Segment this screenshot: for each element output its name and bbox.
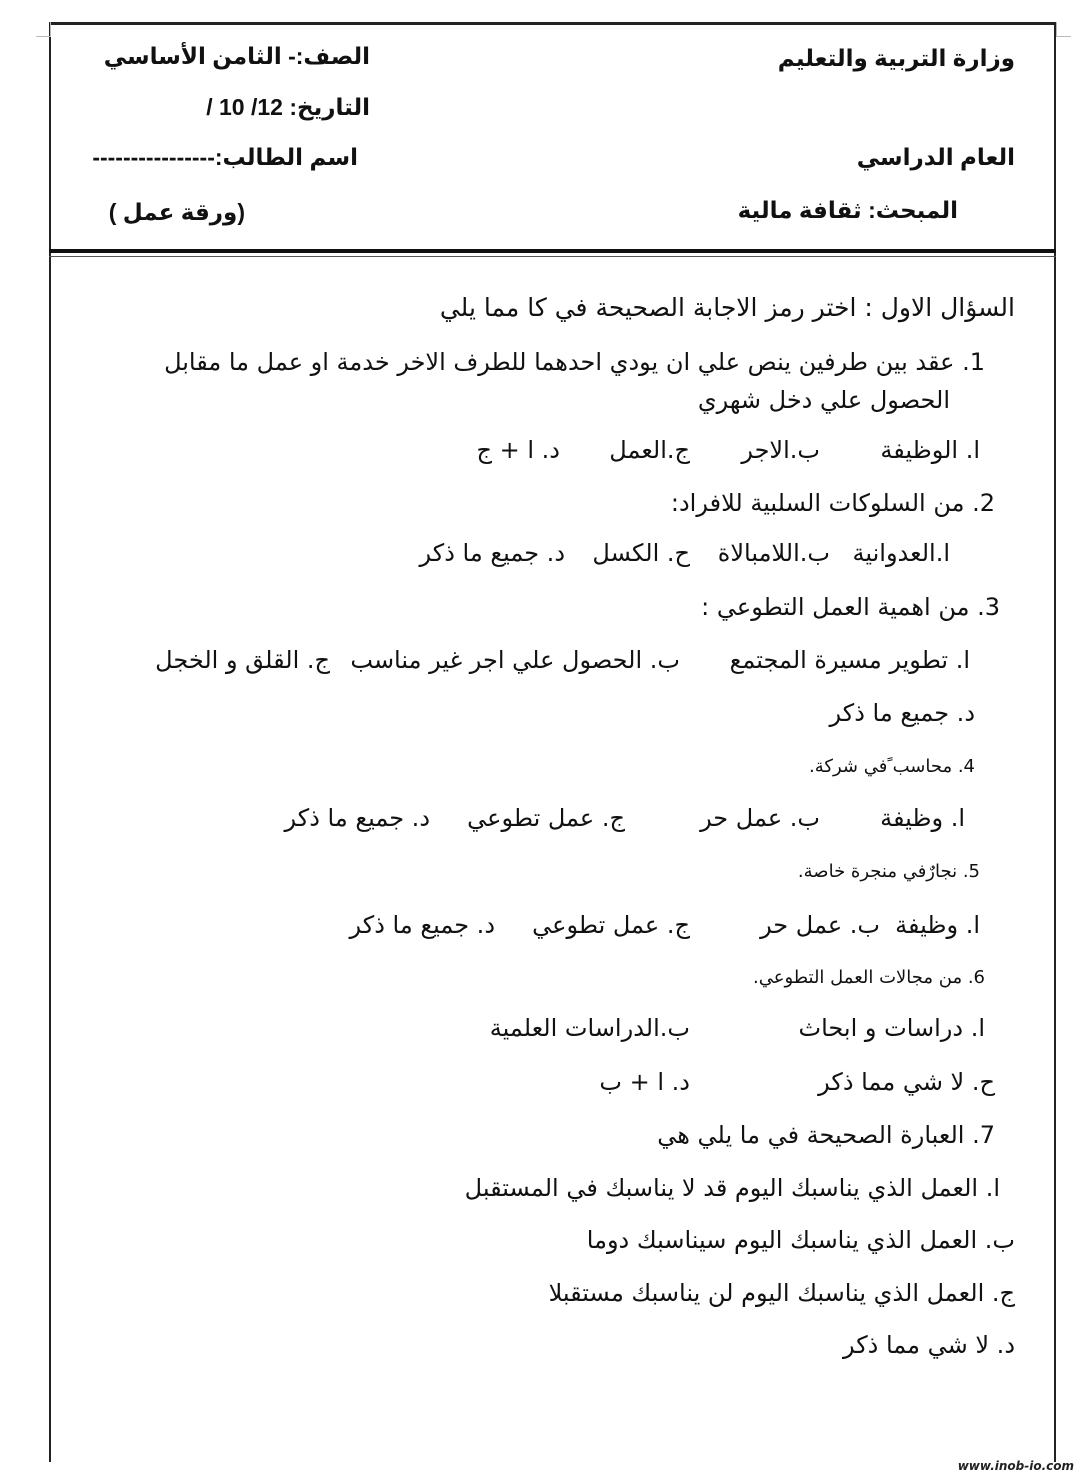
option: د. جميع ما ذكر xyxy=(349,911,495,939)
option: ا. وظيفة xyxy=(895,911,980,939)
question-3: 3. من اهمية العمل التطوعي : xyxy=(701,593,1000,621)
option: د. ا + ج xyxy=(476,436,560,464)
option: د. لا شي مما ذكر xyxy=(842,1331,1015,1359)
option: ا. وظيفة xyxy=(880,804,965,832)
option: ب. الحصول علي اجر غير مناسب xyxy=(350,646,680,674)
option: ب.اللامبالاة xyxy=(717,539,830,567)
frame-right xyxy=(1054,22,1056,1462)
ministry: وزارة التربية والتعليم xyxy=(777,45,1015,71)
option: ح. لا شي مما ذكر xyxy=(818,1068,995,1096)
question-1: 1. عقد بين طرفين ينص علي ان يودي احدهما للطرف الاخر خدمة او عمل ما مقابل xyxy=(164,348,985,376)
option: ا. دراسات و ابحاث xyxy=(798,1014,985,1042)
header-divider-thin xyxy=(49,256,1056,257)
option: د. ا + ب xyxy=(599,1068,690,1096)
option: ب.الاجر xyxy=(741,436,820,464)
frame-left xyxy=(49,22,51,1462)
option: ا. الوظيفة xyxy=(880,436,980,464)
option: د. جميع ما ذكر xyxy=(829,699,975,727)
option: د. جميع ما ذكر xyxy=(419,539,565,567)
question-2: 2. من السلوكات السلبية للافراد: xyxy=(670,489,995,517)
option: ج. القلق و الخجل xyxy=(155,646,330,674)
option: ج.العمل xyxy=(609,436,690,464)
subject: المبحث: ثقافة مالية xyxy=(737,197,958,223)
frame-top xyxy=(49,22,1056,25)
option: د. جميع ما ذكر xyxy=(284,804,430,832)
option: ب. عمل حر xyxy=(700,804,820,832)
option: ا. العمل الذي يناسبك اليوم قد لا يناسبك في المستقبل xyxy=(464,1174,1000,1202)
question-4: 4. محاسب ًفي شركة. xyxy=(809,756,975,777)
option: ج. العمل الذي يناسبك اليوم لن يناسبك مستقبلا xyxy=(548,1279,1015,1307)
option: ج. عمل تطوعي xyxy=(467,804,625,832)
option: ح. الكسل xyxy=(592,539,690,567)
option: ب.الدراسات العلمية xyxy=(489,1014,690,1042)
option: ج. عمل تطوعي xyxy=(532,911,690,939)
option: ا. تطوير مسيرة المجتمع xyxy=(729,646,970,674)
question-6: 6. من مجالات العمل التطوعي. xyxy=(752,967,985,988)
question-7: 7. العبارة الصحيحة في ما يلي هي xyxy=(657,1121,995,1149)
student-name-field: اسم الطالب:---------------- xyxy=(92,144,358,170)
option: ب. العمل الذي يناسبك اليوم سيناسبك دوما xyxy=(586,1226,1015,1254)
crop-mark xyxy=(36,22,51,37)
date: التاريخ: 12/ 10 / xyxy=(206,94,370,120)
grade: الصف:- الثامن الأساسي xyxy=(103,43,370,69)
question-1-cont: الحصول علي دخل شهري xyxy=(697,386,950,414)
header-divider xyxy=(49,249,1056,253)
academic-year: العام الدراسي xyxy=(856,144,1015,170)
section-title: السؤال الاول : اختر رمز الاجابة الصحيحة في كا مما يلي xyxy=(439,293,1015,322)
question-5: 5. نجارٌفي منجرة خاصة. xyxy=(797,861,980,882)
option: ب. عمل حر xyxy=(760,911,880,939)
worksheet-label: (ورقة عمل ) xyxy=(108,199,245,225)
option: ا.العدوانية xyxy=(852,539,950,567)
crop-mark xyxy=(1056,22,1071,37)
website-watermark: www.inob-io.com xyxy=(957,1459,1074,1473)
